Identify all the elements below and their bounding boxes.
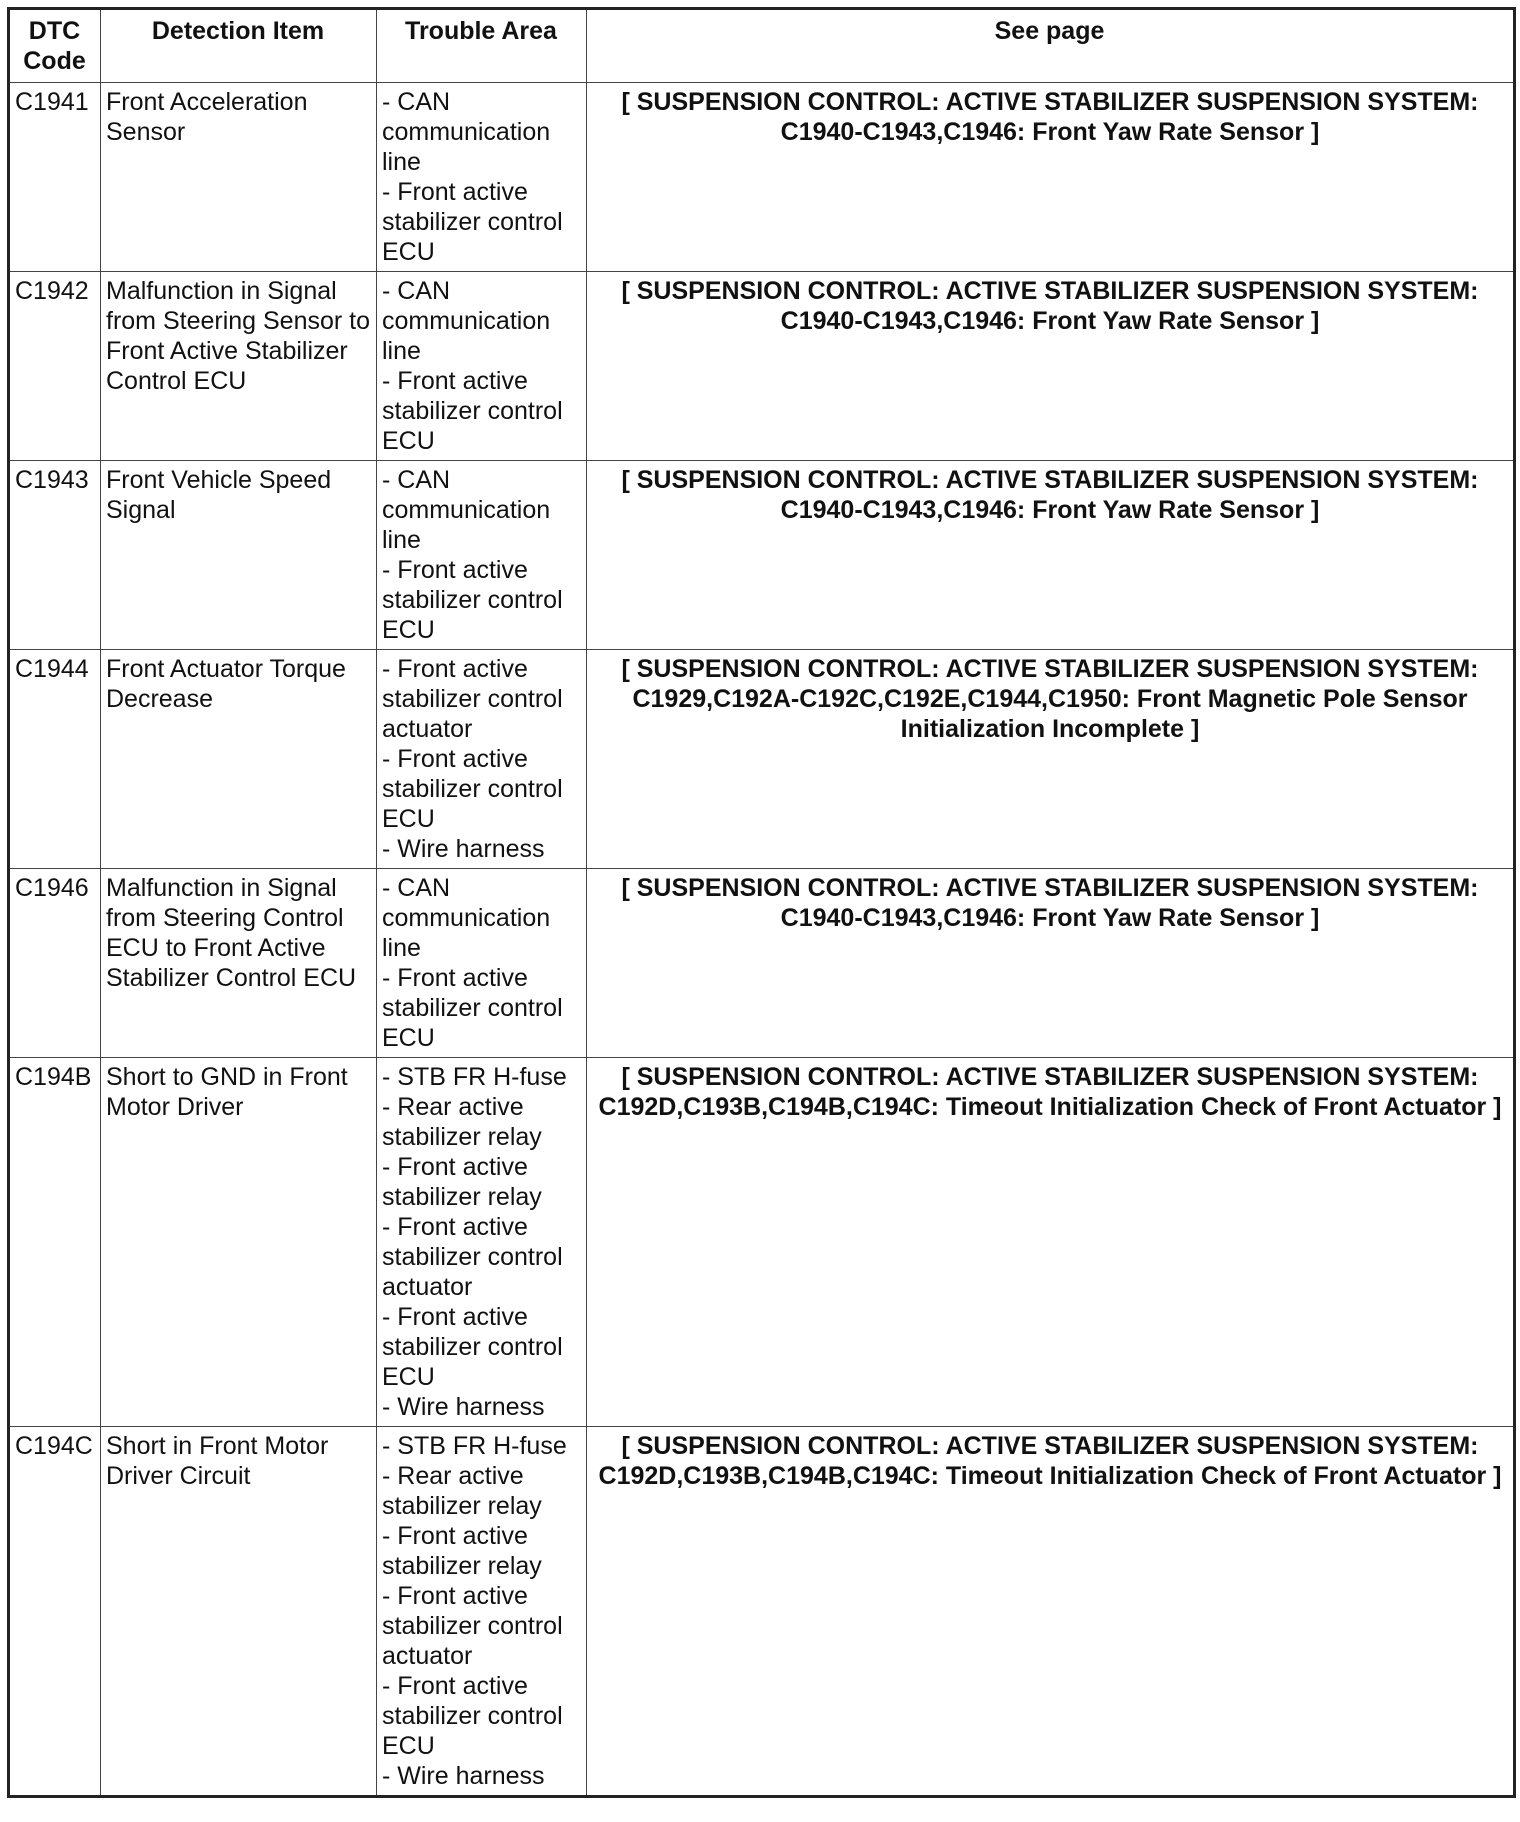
trouble-area-cell bbox=[377, 650, 587, 869]
dtc-code-cell: C1944 bbox=[9, 650, 101, 869]
detection-item-cell: Front Actuator Torque Decrease bbox=[101, 650, 377, 869]
table-row bbox=[9, 869, 1515, 1058]
dtc-code-cell: C1943 bbox=[9, 461, 101, 650]
header-see-page: See page bbox=[587, 9, 1515, 83]
dtc-code-cell: C1942 bbox=[9, 272, 101, 461]
header-detection-item: Detection Item bbox=[101, 9, 377, 83]
detection-item-cell: Short in Front Motor Driver Circuit bbox=[101, 1427, 377, 1797]
trouble-area-item: - Rear active stabilizer relay bbox=[382, 1462, 542, 1520]
trouble-area-item: - Front active stabilizer control ECU bbox=[382, 964, 563, 1052]
trouble-area-item: - STB FR H-fuse bbox=[382, 1063, 567, 1091]
trouble-area-item: - CAN communication line bbox=[382, 277, 551, 365]
dtc-code-cell: C194B bbox=[9, 1058, 101, 1427]
trouble-area-cell bbox=[377, 83, 587, 272]
trouble-area-item: - STB FR H-fuse bbox=[382, 1432, 567, 1460]
trouble-area-cell bbox=[377, 869, 587, 1058]
trouble-area-item: - Front active stabilizer control actuator bbox=[382, 1582, 563, 1670]
see-page-link[interactable]: [ SUSPENSION CONTROL: ACTIVE STABILIZER SUSPENSION SYSTEM: C1929,C192A-C192C,C192E,C1944,C1950: Front Magnetic Pole Sensor Initialization Incomplete ] bbox=[587, 650, 1515, 869]
trouble-area-item: - Wire harness bbox=[382, 1762, 545, 1790]
see-page-link[interactable]: [ SUSPENSION CONTROL: ACTIVE STABILIZER SUSPENSION SYSTEM: C1940-C1943,C1946: Front Yaw Rate Sensor ] bbox=[587, 869, 1515, 1058]
see-page-link[interactable]: [ SUSPENSION CONTROL: ACTIVE STABILIZER SUSPENSION SYSTEM: C1940-C1943,C1946: Front Yaw Rate Sensor ] bbox=[587, 272, 1515, 461]
dtc-table bbox=[7, 7, 1516, 1798]
table-row bbox=[9, 272, 1515, 461]
detection-item-cell: Short to GND in Front Motor Driver bbox=[101, 1058, 377, 1427]
table-row bbox=[9, 650, 1515, 869]
detection-item-cell: Front Vehicle Speed Signal bbox=[101, 461, 377, 650]
trouble-area-item: - Wire harness bbox=[382, 1393, 545, 1421]
trouble-area-item: - Front active stabilizer control actuator bbox=[382, 655, 563, 743]
detection-item-cell: Malfunction in Signal from Steering Sensor to Front Active Stabilizer Control ECU bbox=[101, 272, 377, 461]
table-row bbox=[9, 461, 1515, 650]
trouble-area-item: - Front active stabilizer control ECU bbox=[382, 178, 563, 266]
trouble-area-item: - Front active stabilizer control ECU bbox=[382, 556, 563, 644]
dtc-code-cell: C1946 bbox=[9, 869, 101, 1058]
trouble-area-item: - CAN communication line bbox=[382, 874, 551, 962]
trouble-area-cell bbox=[377, 1058, 587, 1427]
see-page-link[interactable]: [ SUSPENSION CONTROL: ACTIVE STABILIZER SUSPENSION SYSTEM: C192D,C193B,C194B,C194C: Timeout Initialization Check of Front Actuator ] bbox=[587, 1058, 1515, 1427]
trouble-area-item: - Front active stabilizer control ECU bbox=[382, 1303, 563, 1391]
dtc-code-cell: C1941 bbox=[9, 83, 101, 272]
trouble-area-cell bbox=[377, 272, 587, 461]
table-row bbox=[9, 83, 1515, 272]
trouble-area-item: - CAN communication line bbox=[382, 88, 551, 176]
trouble-area-item: - Front active stabilizer control ECU bbox=[382, 1672, 563, 1760]
trouble-area-item: - Front active stabilizer relay bbox=[382, 1522, 542, 1580]
trouble-area-item: - Front active stabilizer relay bbox=[382, 1153, 542, 1211]
header-trouble-area: Trouble Area bbox=[377, 9, 587, 83]
trouble-area-cell bbox=[377, 461, 587, 650]
see-page-link[interactable]: [ SUSPENSION CONTROL: ACTIVE STABILIZER SUSPENSION SYSTEM: C192D,C193B,C194B,C194C: Timeout Initialization Check of Front Actuator ] bbox=[587, 1427, 1515, 1797]
table-row bbox=[9, 1058, 1515, 1427]
table-row bbox=[9, 1427, 1515, 1797]
trouble-area-item: - Front active stabilizer control ECU bbox=[382, 367, 563, 455]
dtc-code-cell: C194C bbox=[9, 1427, 101, 1797]
trouble-area-item: - Rear active stabilizer relay bbox=[382, 1093, 542, 1151]
trouble-area-item: - Front active stabilizer control ECU bbox=[382, 745, 563, 833]
detection-item-cell: Front Acceleration Sensor bbox=[101, 83, 377, 272]
table-header-row bbox=[9, 9, 1515, 83]
see-page-link[interactable]: [ SUSPENSION CONTROL: ACTIVE STABILIZER SUSPENSION SYSTEM: C1940-C1943,C1946: Front Yaw Rate Sensor ] bbox=[587, 461, 1515, 650]
see-page-link[interactable]: [ SUSPENSION CONTROL: ACTIVE STABILIZER SUSPENSION SYSTEM: C1940-C1943,C1946: Front Yaw Rate Sensor ] bbox=[587, 83, 1515, 272]
detection-item-cell: Malfunction in Signal from Steering Control ECU to Front Active Stabilizer Control ECU bbox=[101, 869, 377, 1058]
trouble-area-item: - Front active stabilizer control actuator bbox=[382, 1213, 563, 1301]
trouble-area-item: - CAN communication line bbox=[382, 466, 551, 554]
table-body bbox=[9, 83, 1515, 1797]
trouble-area-cell bbox=[377, 1427, 587, 1797]
trouble-area-item: - Wire harness bbox=[382, 835, 545, 863]
header-dtc-code: DTC Code bbox=[9, 9, 101, 83]
